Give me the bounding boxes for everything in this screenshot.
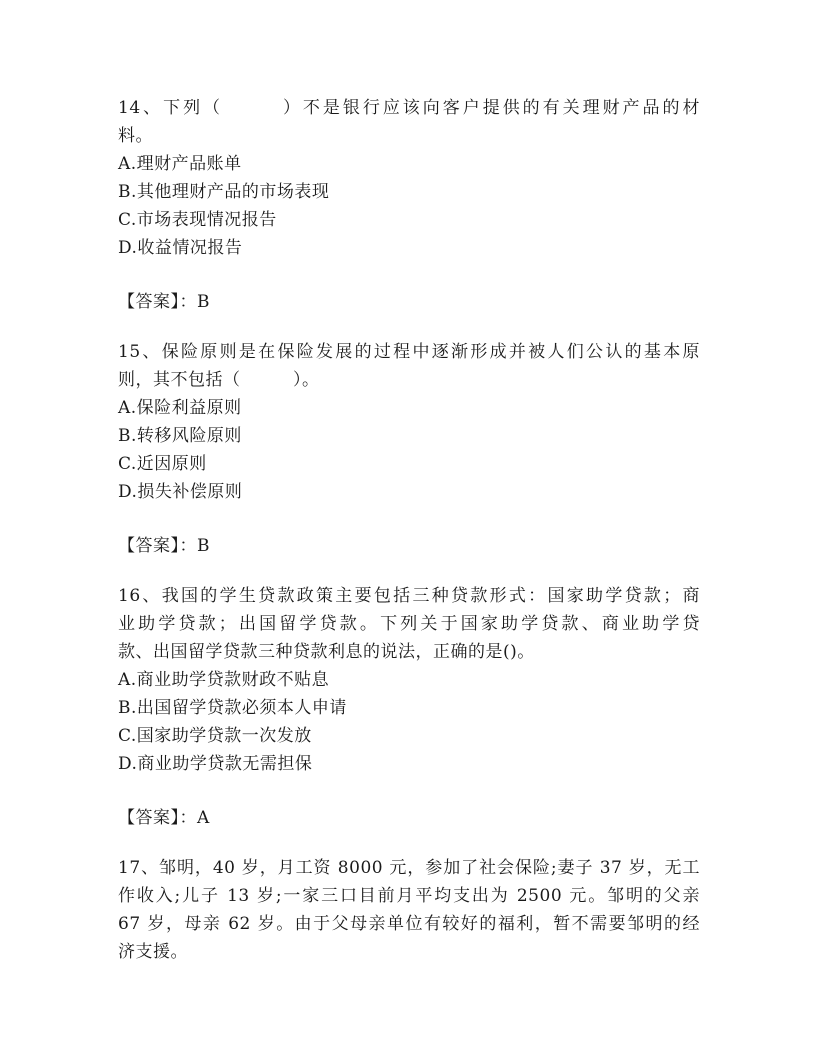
option-c: C.市场表现情况报告 <box>118 210 277 230</box>
option-d: D.商业助学贷款无需担保 <box>118 754 313 774</box>
question-stem <box>118 94 700 150</box>
stem-line: 15、保险原则是在保险发展的过程中逐渐形成并被人们公认的基本原 <box>118 342 700 362</box>
option-c: C.国家助学贷款一次发放 <box>118 726 312 746</box>
answer-label: 【答案】：B <box>118 292 210 312</box>
option-d: D.收益情况报告 <box>118 238 243 258</box>
option-c: C.近因原则 <box>118 454 207 474</box>
option-a: A.理财产品账单 <box>118 154 242 174</box>
stem-line: 作收入;儿子 13 岁;一家三口目前月平均支出为 2500 元。邹明的父亲 <box>118 886 700 906</box>
option-d: D.损失补偿原则 <box>118 482 243 502</box>
question-stem <box>118 854 700 966</box>
stem-line: 17、邹明，40 岁，月工资 8000 元，参加了社会保险;妻子 37 岁，无工 <box>118 858 700 878</box>
question-14 <box>118 94 700 316</box>
option-b: B.转移风险原则 <box>118 426 242 446</box>
stem-line: 济支援。 <box>118 942 188 962</box>
stem-line: 16、我国的学生贷款政策主要包括三种贷款形式：国家助学贷款；商 <box>118 586 700 606</box>
stem-line: 14、下列（ ）不是银行应该向客户提供的有关理财产品的材 <box>118 98 700 118</box>
option-b: B.其他理财产品的市场表现 <box>118 182 330 202</box>
question-17 <box>118 854 700 966</box>
stem-line: 则，其不包括（ ）。 <box>118 370 320 390</box>
option-b: B.出国留学贷款必须本人申请 <box>118 698 347 718</box>
option-a: A.商业助学贷款财政不贴息 <box>118 670 330 690</box>
stem-line: 67 岁，母亲 62 岁。由于父母亲单位有较好的福利，暂不需要邹明的经 <box>118 914 700 934</box>
document-page <box>118 94 700 966</box>
question-stem <box>118 338 700 394</box>
stem-line: 料。 <box>118 126 153 146</box>
answer-label: 【答案】：A <box>118 808 210 828</box>
stem-line: 业助学贷款；出国留学贷款。下列关于国家助学贷款、商业助学贷 <box>118 614 700 634</box>
question-15 <box>118 338 700 560</box>
answer-label: 【答案】：B <box>118 536 210 556</box>
option-a: A.保险利益原则 <box>118 398 242 418</box>
question-stem <box>118 582 700 666</box>
stem-line: 款、出国留学贷款三种贷款利息的说法，正确的是()。 <box>118 642 535 662</box>
question-16 <box>118 582 700 832</box>
